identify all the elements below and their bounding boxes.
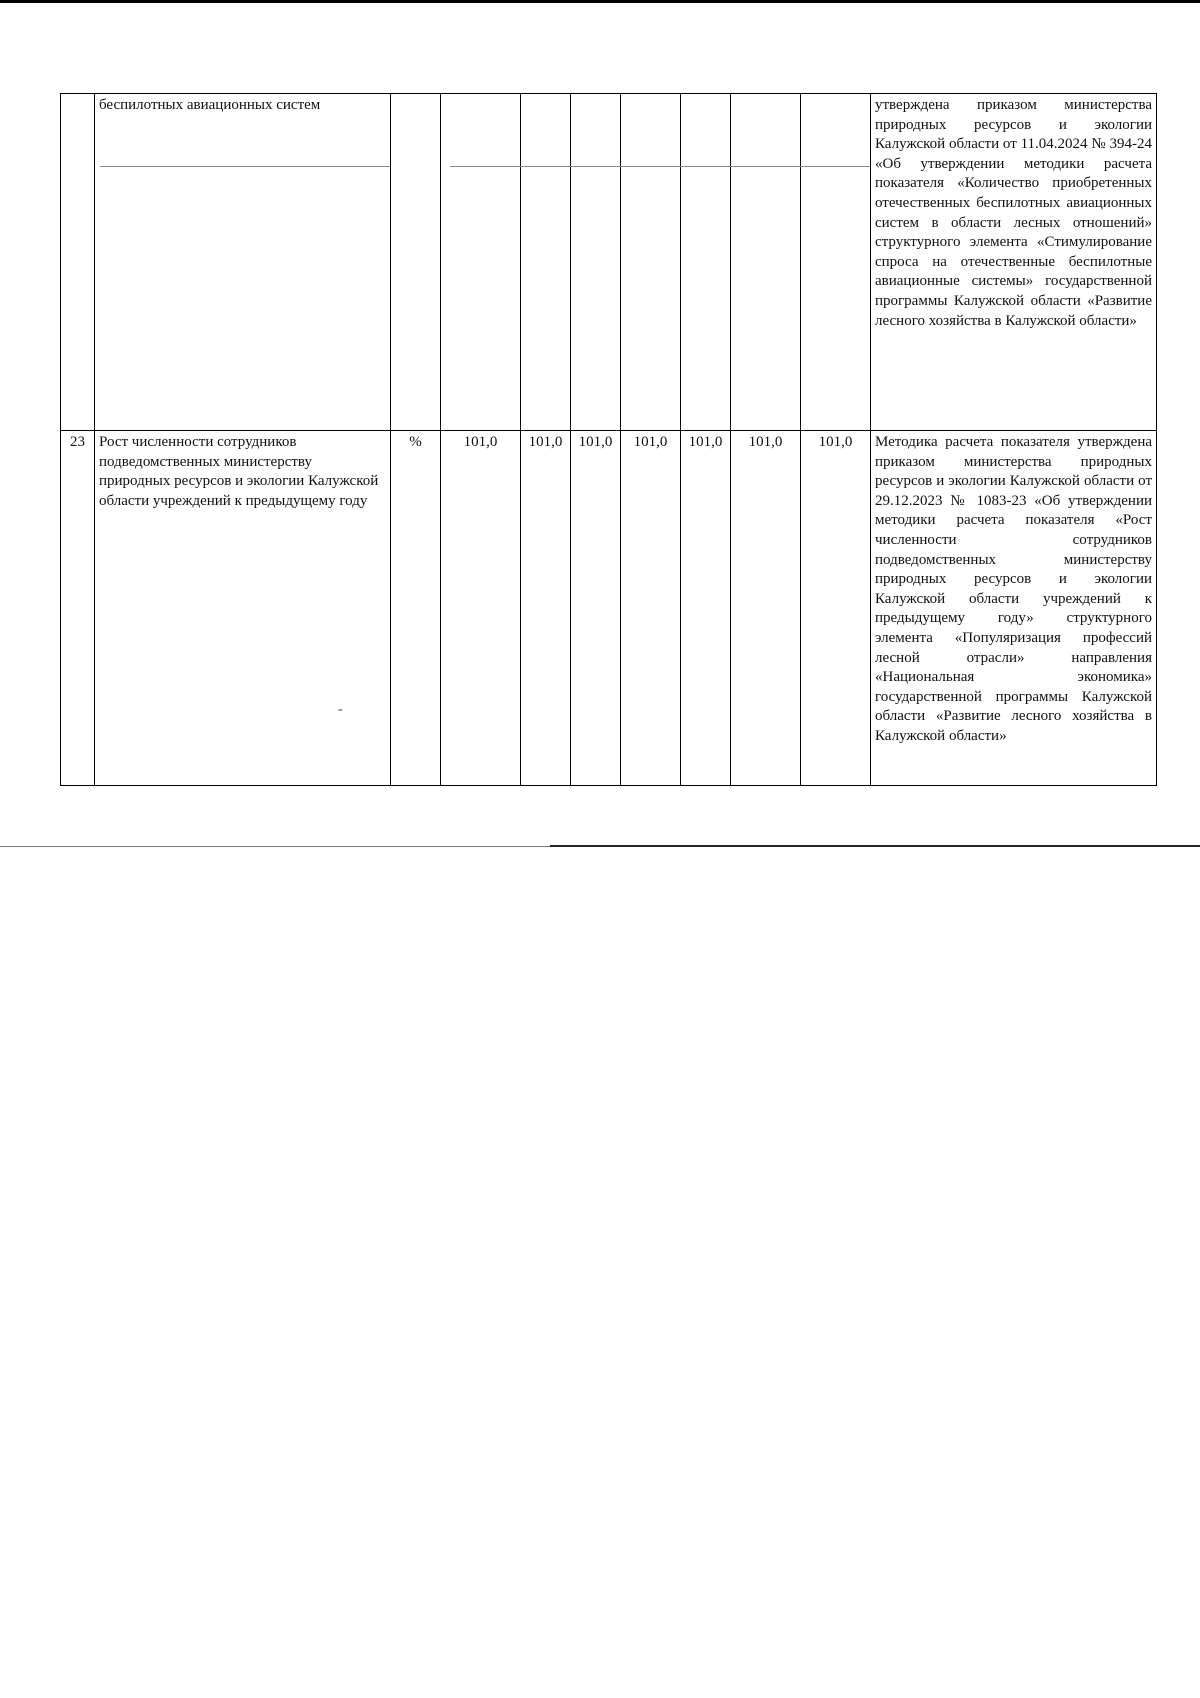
unit-cell [391, 94, 441, 431]
indicator-name: беспилотных авиационных систем [95, 94, 391, 431]
value-cell: 101,0 [681, 431, 731, 786]
methodology-cell: Методика расчета показателя утверждена приказом министерства природных ресурсов и экологии Калужской области от 29.12.2023 № 1083-23 «Об утверждении методики расчета показателя «Рост численности сотрудников подведомственных министерству природных ресурсов и экологии Калужской области учреждений к предыдущему году» структурного элемента «Популяризация профессий лесной отрасли» направления «Национальная экономика» государственной программы Калужской области «Развитие лесного хозяйства в Калужской области» [871, 431, 1157, 786]
value-cell: 101,0 [521, 431, 571, 786]
value-cell: 101,0 [441, 431, 521, 786]
value-cell [571, 94, 621, 431]
value-cell [441, 94, 521, 431]
value-cell [681, 94, 731, 431]
value-cell [731, 94, 801, 431]
value-cell: 101,0 [571, 431, 621, 786]
unit-cell: % [391, 431, 441, 786]
value-cell [801, 94, 871, 431]
value-cell [521, 94, 571, 431]
scan-artifact-line [100, 166, 390, 167]
scan-bottom-edge-dark [550, 845, 1200, 847]
scan-top-edge [0, 0, 1200, 3]
value-cell [621, 94, 681, 431]
row-number: 23 [61, 431, 95, 786]
value-cell: 101,0 [801, 431, 871, 786]
table-row [61, 94, 1157, 431]
row-number [61, 94, 95, 431]
methodology-cell: утверждена приказом министерства природных ресурсов и экологии Калужской области от 11.04.2024 № 394-24 «Об утверждении методики расчета показателя «Количество приобретенных отечественных беспилотных авиационных систем в области лесных отношений» структурного элемента «Стимулирование спроса на отечественные беспилотные авиационные системы» государственной программы Калужской области «Развитие лесного хозяйства в Калужской области» [871, 94, 1157, 431]
indicator-name: Рост численности сотрудников подведомственных министерству природных ресурсов и экологии Калужской области учреждений к предыдущему году [95, 431, 391, 786]
table-row [61, 431, 1157, 786]
indicators-table [60, 93, 1157, 786]
value-cell: 101,0 [731, 431, 801, 786]
scan-artifact-line [450, 166, 870, 167]
stray-mark: - [338, 702, 343, 717]
value-cell: 101,0 [621, 431, 681, 786]
